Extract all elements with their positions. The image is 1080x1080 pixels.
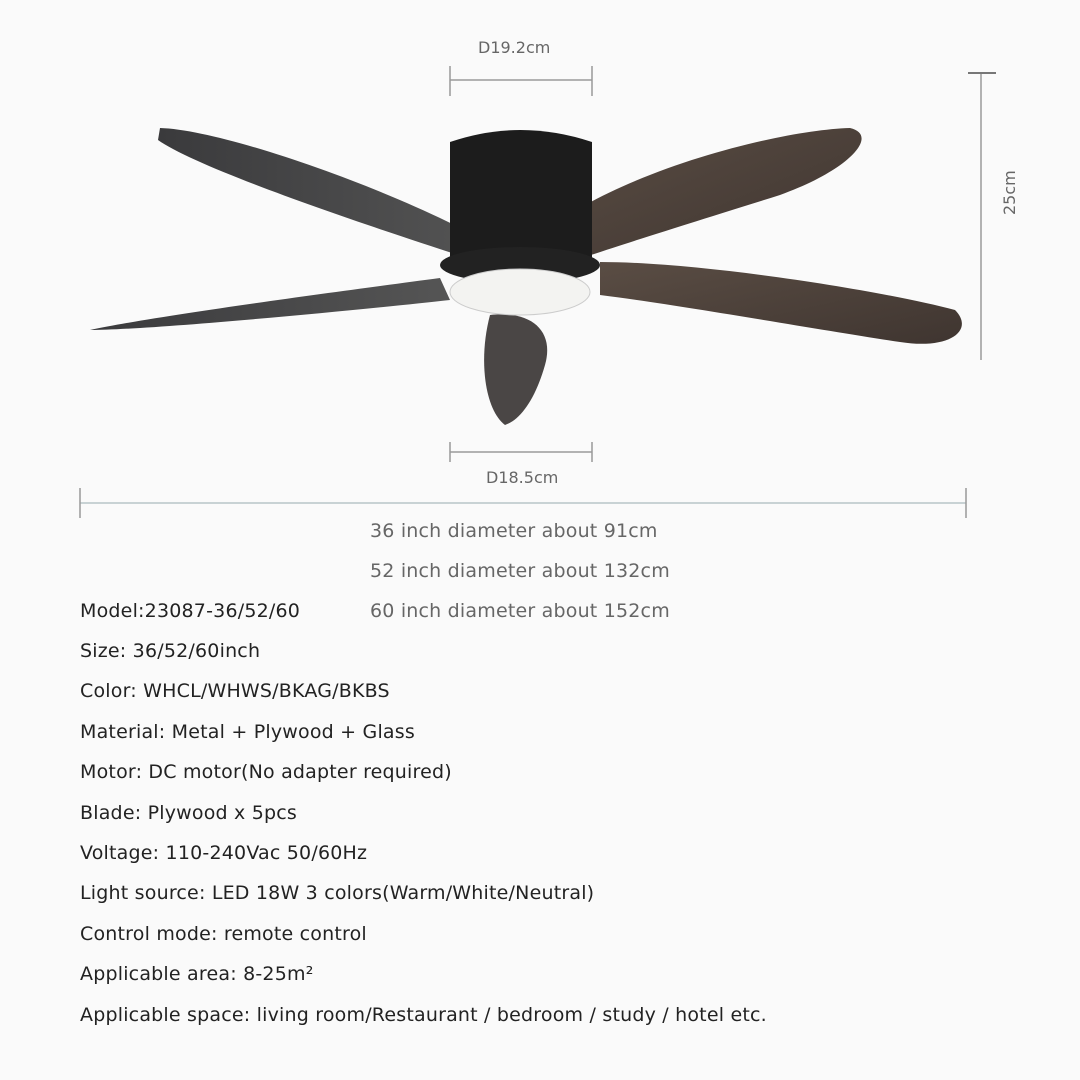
- spec-value: living room/Restaurant / bedroom / study / hotel etc.: [256, 1004, 767, 1026]
- light-cover: [450, 269, 590, 315]
- spec-control-mode: [80, 923, 367, 945]
- diameter-52: 52 inch diameter about 132cm: [370, 560, 670, 582]
- motor-housing: [450, 130, 592, 267]
- spec-value: 23087-36/52/60: [144, 600, 301, 622]
- spec-value: 8-25m²: [243, 963, 314, 985]
- spec-label: Control mode:: [80, 923, 218, 945]
- spec-value: Plywood x 5pcs: [147, 802, 298, 824]
- bottom-diameter-label: D18.5cm: [486, 468, 559, 487]
- spec-label: Blade:: [80, 802, 142, 824]
- spec-value: 110-240Vac 50/60Hz: [165, 842, 368, 864]
- spec-label: Applicable space:: [80, 1004, 251, 1026]
- height-label: 25cm: [1000, 170, 1019, 215]
- spec-value: 36/52/60inch: [132, 640, 261, 662]
- spec-label: Model:: [80, 600, 145, 622]
- spec-label: Motor:: [80, 761, 143, 783]
- spec-material: [80, 721, 415, 743]
- blade-left: [90, 278, 450, 330]
- spec-value: WHCL/WHWS/BKAG/BKBS: [143, 680, 390, 702]
- spec-label: Size:: [80, 640, 127, 662]
- spec-value: LED 18W 3 colors(Warm/White/Neutral): [211, 882, 595, 904]
- spec-size: [80, 640, 260, 662]
- blade-front: [484, 314, 547, 425]
- spec-label: Applicable area:: [80, 963, 237, 985]
- spec-label: Light source:: [80, 882, 206, 904]
- spec-value: DC motor(No adapter required): [148, 761, 452, 783]
- spec-label: Material:: [80, 721, 166, 743]
- spec-color: [80, 680, 390, 702]
- spec-applicable-area: [80, 963, 314, 985]
- spec-voltage: [80, 842, 367, 864]
- blade-right: [600, 262, 962, 344]
- diameter-36: 36 inch diameter about 91cm: [370, 520, 658, 542]
- spec-label: Color:: [80, 680, 137, 702]
- spec-value: Metal + Plywood + Glass: [171, 721, 415, 743]
- spec-motor: [80, 761, 452, 783]
- spec-blade: [80, 802, 297, 824]
- spec-label: Voltage:: [80, 842, 160, 864]
- spec-light-source: [80, 882, 594, 904]
- diameter-60: 60 inch diameter about 152cm: [370, 600, 670, 622]
- spec-model: [80, 600, 300, 622]
- spec-applicable-space: [80, 1004, 767, 1026]
- spec-value: remote control: [223, 923, 367, 945]
- blade-back-left: [158, 128, 500, 262]
- top-diameter-label: D19.2cm: [478, 38, 551, 57]
